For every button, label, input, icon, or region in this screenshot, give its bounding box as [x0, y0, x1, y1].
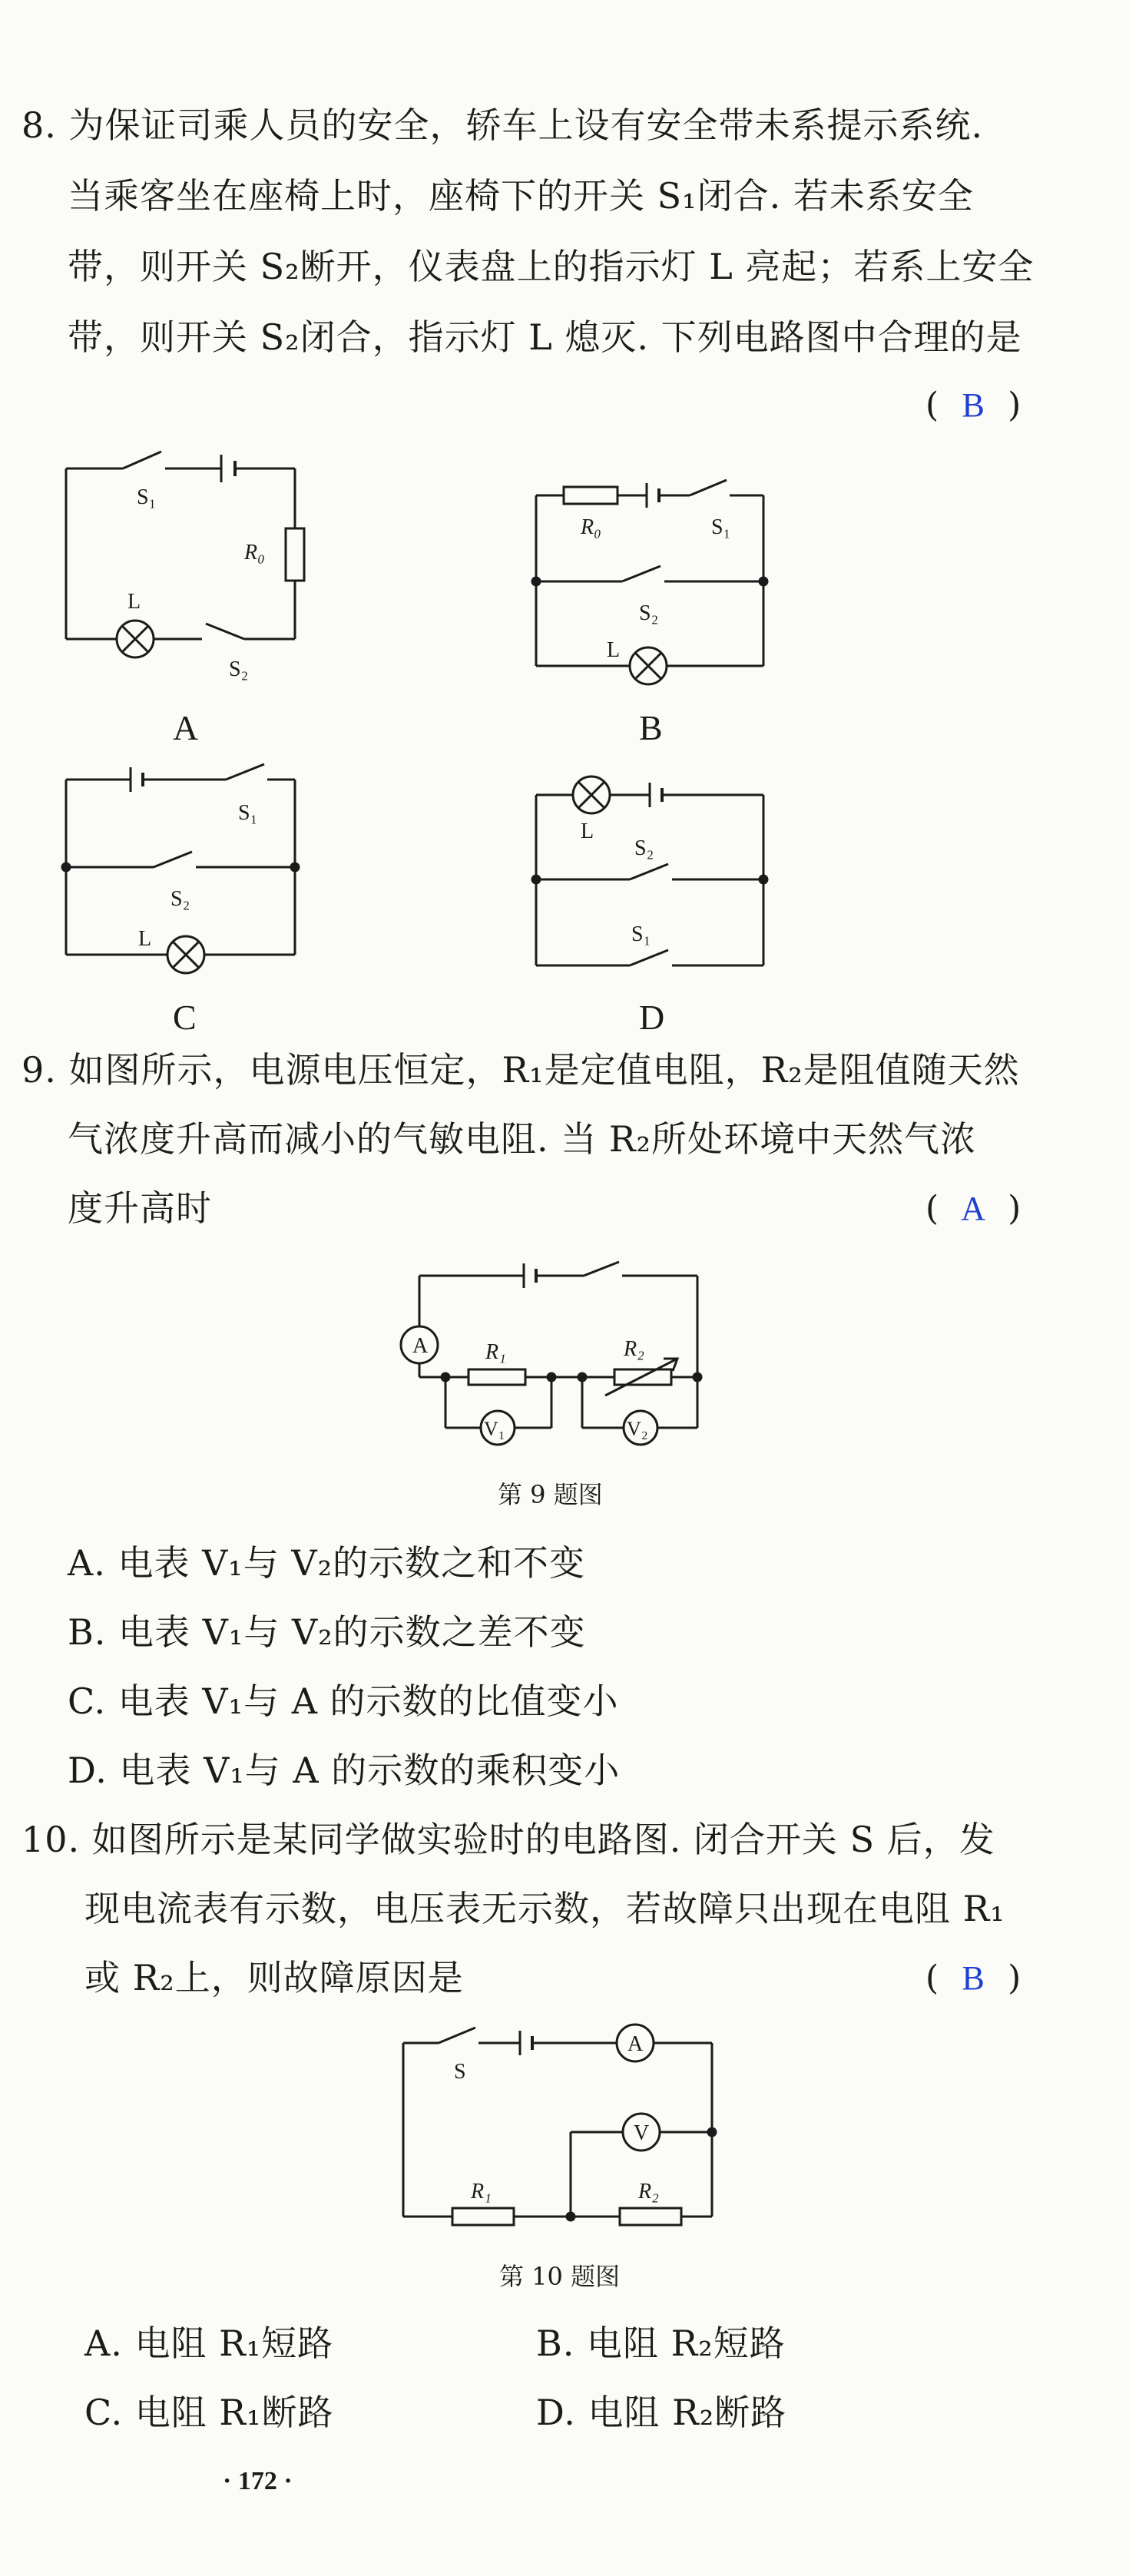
- q9-label-r1: R₁: [485, 1340, 506, 1364]
- q8b-label-l: L: [607, 638, 621, 662]
- q8d-label-s2: S₂: [634, 836, 654, 860]
- q10-answer: ( B ): [925, 1958, 1021, 1998]
- q10-line-3: 或 R₂上，则故障原因是: [84, 1957, 464, 1998]
- q10-line-1: 10. 如图所示是某同学做实验时的电路图. 闭合开关 S 后，发: [22, 1819, 995, 1860]
- q10-label-r2: R₂: [638, 2180, 659, 2204]
- q8a-label-s1: S₁: [137, 485, 157, 509]
- q10-label-s: S: [454, 2060, 466, 2084]
- q8-option-c-label: C: [173, 998, 197, 1037]
- q8a-label-s2: S₂: [229, 657, 249, 681]
- q10-label-r1: R₁: [471, 2180, 492, 2204]
- q8d-label-s1: S₁: [631, 922, 651, 946]
- q9-figure-caption: 第 9 题图: [498, 1480, 603, 1509]
- q8a-label-l: L: [127, 590, 141, 614]
- q10-circuit: [388, 2020, 726, 2246]
- q9-choice-d: D. 电表 V₁与 A 的示数的乘积变小: [68, 1750, 621, 1791]
- q9-answer-letter: A: [961, 1190, 986, 1227]
- q9-circuit: [392, 1256, 714, 1466]
- q8c-label-s2: S₂: [171, 887, 190, 911]
- q10-ammeter-a: A: [627, 2032, 644, 2056]
- q8c-label-l: L: [138, 927, 152, 951]
- q9-voltmeter-v2: V₂: [627, 1418, 648, 1440]
- q8-circuit-c: [54, 757, 315, 982]
- q8b-label-s2: S₂: [639, 601, 659, 625]
- q9-line-3: 度升高时: [68, 1187, 212, 1229]
- q10-figure-caption: 第 10 题图: [499, 2262, 621, 2291]
- q8-line-2: 当乘客坐在座椅上时，座椅下的开关 S₁闭合. 若未系安全: [68, 175, 974, 217]
- q8-option-d-label: D: [639, 998, 665, 1037]
- q8-circuit-b: [530, 472, 791, 690]
- q9-line-2: 气浓度升高而减小的气敏电阻. 当 R₂所处环境中天然气浓: [68, 1118, 976, 1160]
- q8-line-4: 带，则开关 S₂闭合，指示灯 L 熄灭. 下列电路图中合理的是: [68, 316, 1022, 358]
- q10-choice-d: D. 电阻 R₂断路: [536, 2392, 787, 2433]
- q8b-label-r0: R₀: [581, 515, 601, 539]
- q9-choice-b: B. 电表 V₁与 V₂的示数之差不变: [68, 1611, 586, 1653]
- q8-circuit-d: [530, 772, 791, 990]
- q9-label-r2: R₂: [624, 1337, 644, 1361]
- q9-voltmeter-v1: V₁: [484, 1418, 505, 1440]
- q10-answer-letter: B: [962, 1959, 985, 1997]
- q10-voltmeter-v: V: [634, 2121, 650, 2145]
- q8b-label-s1: S₁: [711, 515, 731, 539]
- q9-choice-c: C. 电表 V₁与 A 的示数的比值变小: [68, 1680, 619, 1722]
- q8d-label-l: L: [581, 819, 594, 843]
- q10-choice-b: B. 电阻 R₂短路: [536, 2323, 786, 2364]
- q9-choice-a: A. 电表 V₁与 V₂的示数之和不变: [68, 1542, 586, 1584]
- q8-line-1: 8. 为保证司乘人员的安全，轿车上设有安全带未系提示系统.: [22, 104, 984, 146]
- q8-option-b-label: B: [639, 708, 663, 747]
- q8-answer: ( B ): [925, 386, 1021, 425]
- page-number: · 172 ·: [223, 2467, 293, 2495]
- q9-ammeter-a: A: [412, 1334, 429, 1358]
- q10-choice-c: C. 电阻 R₁断路: [84, 2392, 334, 2433]
- q8-line-3: 带，则开关 S₂断开，仪表盘上的指示灯 L 亮起；若系上安全: [68, 246, 1035, 287]
- q9-answer: ( A ): [925, 1189, 1021, 1228]
- q10-line-2: 现电流表有示数，电压表无示数，若故障只出现在电阻 R₁: [84, 1888, 1005, 1929]
- q8a-label-r0: R₀: [244, 541, 265, 565]
- q8c-label-s1: S₁: [238, 801, 258, 825]
- q8-option-a-label: A: [173, 708, 199, 747]
- q10-choice-a: A. 电阻 R₁短路: [84, 2323, 334, 2364]
- q8-circuit-a: [54, 445, 315, 694]
- q9-line-1: 9. 如图所示，电源电压恒定，R₁是定值电阻，R₂是阻值随天然: [22, 1049, 1020, 1091]
- q8-answer-letter: B: [962, 386, 985, 424]
